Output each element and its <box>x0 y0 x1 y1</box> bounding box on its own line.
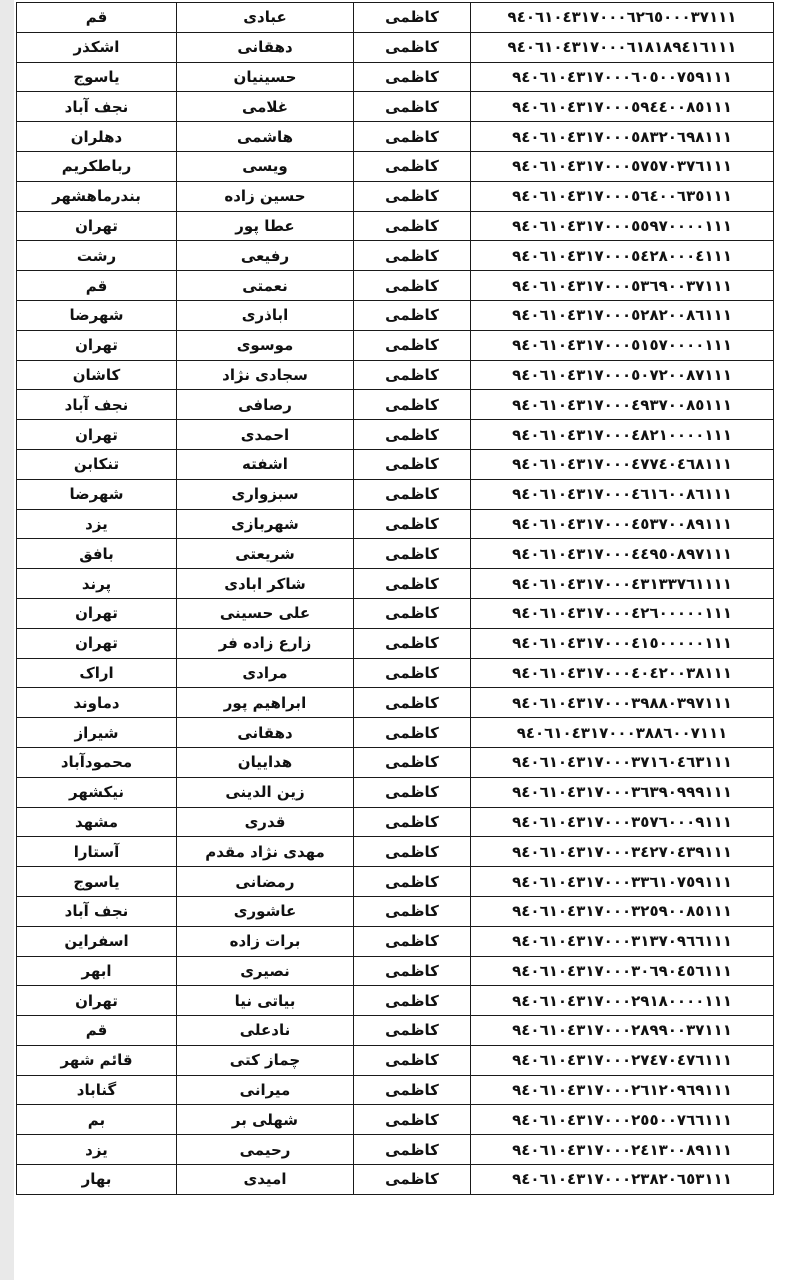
table-row <box>17 271 774 301</box>
account-code-cell: ۹٤۰٦۱۰٤۳۱۷۰۰۰۳٤۲۷۰٤۳۹۱۱۱ <box>471 837 774 867</box>
last-name-cell: زارع زاده فر <box>177 628 354 658</box>
table-row <box>17 926 774 956</box>
city-cell: قم <box>17 1016 177 1046</box>
account-code-cell: ۹٤۰٦۱۰٤۳۱۷۰۰۰۳۷۱٦۰٤٦۳۱۱۱ <box>471 747 774 777</box>
last-name-cell: شریعتی <box>177 539 354 569</box>
city-cell: دهلران <box>17 122 177 152</box>
city-cell: پرند <box>17 569 177 599</box>
last-name-cell: اشفته <box>177 449 354 479</box>
table-row <box>17 211 774 241</box>
account-code-cell: ۹٤۰٦۱۰٤۳۱۷۰۰۰٥۰۷۲۰۰۸۷۱۱۱ <box>471 360 774 390</box>
first-name-cell: کاظمی <box>354 390 471 420</box>
city-cell: رباطکریم <box>17 151 177 181</box>
last-name-cell: رصافی <box>177 390 354 420</box>
account-code-cell: ۹٤۰٦۱۰٤۳۱۷۰۰۰۲٥٥۰۰۷٦٦۱۱۱ <box>471 1105 774 1135</box>
last-name-cell: غلامی <box>177 92 354 122</box>
table-row <box>17 1045 774 1075</box>
table-row <box>17 1075 774 1105</box>
first-name-cell: کاظمی <box>354 718 471 748</box>
city-cell: قم <box>17 271 177 301</box>
account-code-cell: ۹٤۰٦۱۰٤۳۱۷۰۰۰۲٦۱۲۰۹٦۹۱۱۱ <box>471 1075 774 1105</box>
last-name-cell: زین الدینی <box>177 777 354 807</box>
account-code-cell: ۹٤۰٦۱۰٤۳۱۷۰۰۰٥٥۹۷۰۰۰۰۱۱۱ <box>471 211 774 241</box>
city-cell: رشت <box>17 241 177 271</box>
account-code-cell: ۹٤۰٦۱۰٤۳۱۷۰۰۰٦۰٥۰۰۷٥۹۱۱۱ <box>471 62 774 92</box>
last-name-cell: علی حسینی <box>177 598 354 628</box>
first-name-cell: کاظمی <box>354 926 471 956</box>
table-row <box>17 181 774 211</box>
last-name-cell: عاشوری <box>177 896 354 926</box>
account-code-cell: ۹٤۰٦۱۰٤۳۱۷۰۰۰٥۸۳۲۰٦۹۸۱۱۱ <box>471 122 774 152</box>
first-name-cell: کاظمی <box>354 1016 471 1046</box>
table-row <box>17 92 774 122</box>
account-code-cell: ۹٤۰٦۱۰٤۳۱۷۰۰۰٥٦٤۰۰٦۳٥۱۱۱ <box>471 181 774 211</box>
first-name-cell: کاظمی <box>354 747 471 777</box>
last-name-cell: دهقانی <box>177 718 354 748</box>
table-body <box>17 3 774 1195</box>
table-row <box>17 1105 774 1135</box>
city-cell: آستارا <box>17 837 177 867</box>
account-code-cell: ۹٤۰٦۱۰٤۳۱۷۰۰۰۳۲٥۹۰۰۸٥۱۱۱ <box>471 896 774 926</box>
account-code-cell: ۹٤۰٦۱۰٤۳۱۷۰۰۰٤٥۳۷۰۰۸۹۱۱۱ <box>471 509 774 539</box>
city-cell: یاسوج <box>17 867 177 897</box>
table-row <box>17 390 774 420</box>
first-name-cell: کاظمی <box>354 628 471 658</box>
city-cell: شهرضا <box>17 300 177 330</box>
account-code-cell: ۹٤۰٦۱۰٤۳۱۷۰۰۰۳۸۸٦۰۰۷۱۱۱ <box>471 718 774 748</box>
table-row <box>17 718 774 748</box>
account-code-cell: ۹٤۰٦۱۰٤۳۱۷۰۰۰٥۳٦۹۰۰۳۷۱۱۱ <box>471 271 774 301</box>
last-name-cell: شاکر ابادی <box>177 569 354 599</box>
table-row <box>17 896 774 926</box>
account-code-cell: ۹٤۰٦۱۰٤۳۱۷۰۰۰٤٤۹٥۰۸۹۷۱۱۱ <box>471 539 774 569</box>
account-code-cell: ۹٤۰٦۱۰٤۳۱۷۰۰۰٥٤۲۸۰۰۰٤۱۱۱ <box>471 241 774 271</box>
table-row <box>17 3 774 33</box>
city-cell: شیراز <box>17 718 177 748</box>
city-cell: ابهر <box>17 956 177 986</box>
account-code-cell: ۹٤۰٦۱۰٤۳۱۷۰۰۰۲۳۸۲۰٦٥۳۱۱۱ <box>471 1165 774 1195</box>
first-name-cell: کاظمی <box>354 867 471 897</box>
last-name-cell: حسینیان <box>177 62 354 92</box>
first-name-cell: کاظمی <box>354 896 471 926</box>
city-cell: شهرضا <box>17 479 177 509</box>
account-code-cell: ۹٤۰٦۱۰٤۳۱۷۰۰۰٦۲٦٥۰۰۰۳۷۱۱۱ <box>471 3 774 33</box>
city-cell: تهران <box>17 628 177 658</box>
last-name-cell: مهدی نژاد مقدم <box>177 837 354 867</box>
table-row <box>17 330 774 360</box>
city-cell: نیکشهر <box>17 777 177 807</box>
last-name-cell: امیدی <box>177 1165 354 1195</box>
city-cell: بم <box>17 1105 177 1135</box>
account-code-cell: ۹٤۰٦۱۰٤۳۱۷۰۰۰٤۲٦۰۰۰۰۰۱۱۱ <box>471 598 774 628</box>
first-name-cell: کاظمی <box>354 211 471 241</box>
city-cell: تهران <box>17 986 177 1016</box>
city-cell: یاسوج <box>17 62 177 92</box>
table-row <box>17 449 774 479</box>
first-name-cell: کاظمی <box>354 330 471 360</box>
first-name-cell: کاظمی <box>354 151 471 181</box>
city-cell: تهران <box>17 211 177 241</box>
account-code-cell: ۹٤۰٦۱۰٤۳۱۷۰۰۰٤۳۱۳۳۷٦۱۱۱۱ <box>471 569 774 599</box>
account-code-cell: ۹٤۰٦۱۰٤۳۱۷۰۰۰۲۷٤۷۰٤۷٦۱۱۱ <box>471 1045 774 1075</box>
account-code-cell: ۹٤۰٦۱۰٤۳۱۷۰۰۰٤۸۲۱۰۰۰۰۱۱۱ <box>471 420 774 450</box>
table-row <box>17 837 774 867</box>
first-name-cell: کاظمی <box>354 986 471 1016</box>
last-name-cell: قدری <box>177 807 354 837</box>
city-cell: تهران <box>17 598 177 628</box>
last-name-cell: موسوی <box>177 330 354 360</box>
table-row <box>17 628 774 658</box>
last-name-cell: اباذری <box>177 300 354 330</box>
table-row <box>17 867 774 897</box>
city-cell: نجف آباد <box>17 896 177 926</box>
city-cell: اسفراین <box>17 926 177 956</box>
account-code-cell: ۹٤۰٦۱۰٤۳۱۷۰۰۰۳۰٦۹۰٤٥٦۱۱۱ <box>471 956 774 986</box>
account-code-cell: ۹٤۰٦۱۰٤۳۱۷۰۰۰۳۳٦۱۰۷٥۹۱۱۱ <box>471 867 774 897</box>
first-name-cell: کاظمی <box>354 569 471 599</box>
table-row <box>17 956 774 986</box>
city-cell: گناباد <box>17 1075 177 1105</box>
table-row <box>17 1135 774 1165</box>
table-row <box>17 420 774 450</box>
first-name-cell: کاظمی <box>354 181 471 211</box>
first-name-cell: کاظمی <box>354 479 471 509</box>
last-name-cell: سجادی نژاد <box>177 360 354 390</box>
city-cell: نجف آباد <box>17 92 177 122</box>
first-name-cell: کاظمی <box>354 360 471 390</box>
table-row <box>17 479 774 509</box>
last-name-cell: رفیعی <box>177 241 354 271</box>
last-name-cell: ویسی <box>177 151 354 181</box>
table-row <box>17 747 774 777</box>
last-name-cell: نصیری <box>177 956 354 986</box>
account-code-cell: ۹٤۰٦۱۰٤۳۱۷۰۰۰٥۹٤٤۰۰۸٥۱۱۱ <box>471 92 774 122</box>
first-name-cell: کاظمی <box>354 956 471 986</box>
first-name-cell: کاظمی <box>354 777 471 807</box>
table-row <box>17 360 774 390</box>
first-name-cell: کاظمی <box>354 300 471 330</box>
account-code-cell: ۹٤۰٦۱۰٤۳۱۷۰۰۰٤۹۳۷۰۰۸٥۱۱۱ <box>471 390 774 420</box>
table-row <box>17 569 774 599</box>
table-row <box>17 986 774 1016</box>
city-cell: بندرماهشهر <box>17 181 177 211</box>
table-row <box>17 598 774 628</box>
first-name-cell: کاظمی <box>354 3 471 33</box>
account-code-cell: ۹٤۰٦۱۰٤۳۱۷۰۰۰٦۱۸۱۸۹٤۱٦۱۱۱ <box>471 32 774 62</box>
table-row <box>17 241 774 271</box>
city-cell: اراک <box>17 658 177 688</box>
last-name-cell: بیاتی نیا <box>177 986 354 1016</box>
account-code-cell: ۹٤۰٦۱۰٤۳۱۷۰۰۰٤۱٥۰۰۰۰۰۱۱۱ <box>471 628 774 658</box>
last-name-cell: چماز کتی <box>177 1045 354 1075</box>
city-cell: یزد <box>17 1135 177 1165</box>
table-row <box>17 62 774 92</box>
first-name-cell: کاظمی <box>354 1165 471 1195</box>
city-cell: نجف آباد <box>17 390 177 420</box>
last-name-cell: ابراهیم پور <box>177 688 354 718</box>
table-row <box>17 300 774 330</box>
city-cell: اشکذر <box>17 32 177 62</box>
city-cell: بافق <box>17 539 177 569</box>
city-cell: محمودآباد <box>17 747 177 777</box>
account-code-cell: ۹٤۰٦۱۰٤۳۱۷۰۰۰٤٦۱٦۰۰۸٦۱۱۱ <box>471 479 774 509</box>
first-name-cell: کاظمی <box>354 241 471 271</box>
account-code-cell: ۹٤۰٦۱۰٤۳۱۷۰۰۰٥۱٥۷۰۰۰۰۱۱۱ <box>471 330 774 360</box>
last-name-cell: هداییان <box>177 747 354 777</box>
table-row <box>17 32 774 62</box>
table-row <box>17 807 774 837</box>
first-name-cell: کاظمی <box>354 92 471 122</box>
table-row <box>17 658 774 688</box>
table-row <box>17 688 774 718</box>
table-row <box>17 122 774 152</box>
last-name-cell: میرانی <box>177 1075 354 1105</box>
last-name-cell: برات زاده <box>177 926 354 956</box>
first-name-cell: کاظمی <box>354 807 471 837</box>
first-name-cell: کاظمی <box>354 1075 471 1105</box>
account-code-cell: ۹٤۰٦۱۰٤۳۱۷۰۰۰۳۱۳۷۰۹٦٦۱۱۱ <box>471 926 774 956</box>
table-row <box>17 1016 774 1046</box>
first-name-cell: کاظمی <box>354 122 471 152</box>
last-name-cell: عطا پور <box>177 211 354 241</box>
last-name-cell: رحیمی <box>177 1135 354 1165</box>
first-name-cell: کاظمی <box>354 420 471 450</box>
account-code-cell: ۹٤۰٦۱۰٤۳۱۷۰۰۰۳٦۳۹۰۹۹۹۱۱۱ <box>471 777 774 807</box>
account-code-cell: ۹٤۰٦۱۰٤۳۱۷۰۰۰٥۷٥۷۰۳۷٦۱۱۱ <box>471 151 774 181</box>
first-name-cell: کاظمی <box>354 539 471 569</box>
table-row <box>17 539 774 569</box>
city-cell: یزد <box>17 509 177 539</box>
first-name-cell: کاظمی <box>354 1135 471 1165</box>
account-code-cell: ۹٤۰٦۱۰٤۳۱۷۰۰۰۳٥۷٦۰۰۰۹۱۱۱ <box>471 807 774 837</box>
last-name-cell: حسین زاده <box>177 181 354 211</box>
last-name-cell: مرادی <box>177 658 354 688</box>
first-name-cell: کاظمی <box>354 32 471 62</box>
last-name-cell: عبادی <box>177 3 354 33</box>
city-cell: تهران <box>17 330 177 360</box>
last-name-cell: هاشمی <box>177 122 354 152</box>
account-code-cell: ۹٤۰٦۱۰٤۳۱۷۰۰۰٤۷۷٤۰٤٦۸۱۱۱ <box>471 449 774 479</box>
city-cell: قم <box>17 3 177 33</box>
last-name-cell: شهلی بر <box>177 1105 354 1135</box>
city-cell: قائم شهر <box>17 1045 177 1075</box>
account-code-cell: ۹٤۰٦۱۰٤۳۱۷۰۰۰۲٤۱۳۰۰۸۹۱۱۱ <box>471 1135 774 1165</box>
account-code-cell: ۹٤۰٦۱۰٤۳۱۷۰۰۰٤۰٤۲۰۰۳۸۱۱۱ <box>471 658 774 688</box>
table-row <box>17 151 774 181</box>
last-name-cell: نعمتی <box>177 271 354 301</box>
first-name-cell: کاظمی <box>354 509 471 539</box>
table-row <box>17 1165 774 1195</box>
last-name-cell: نادعلی <box>177 1016 354 1046</box>
city-cell: مشهد <box>17 807 177 837</box>
account-code-cell: ۹٤۰٦۱۰٤۳۱۷۰۰۰۲۹۱۸۰۰۰۰۱۱۱ <box>471 986 774 1016</box>
first-name-cell: کاظمی <box>354 271 471 301</box>
first-name-cell: کاظمی <box>354 837 471 867</box>
city-cell: تهران <box>17 420 177 450</box>
city-cell: کاشان <box>17 360 177 390</box>
first-name-cell: کاظمی <box>354 1045 471 1075</box>
page-edge-strip <box>0 0 14 1280</box>
table-row <box>17 777 774 807</box>
account-code-cell: ۹٤۰٦۱۰٤۳۱۷۰۰۰۳۹۸۸۰۳۹۷۱۱۱ <box>471 688 774 718</box>
first-name-cell: کاظمی <box>354 1105 471 1135</box>
city-cell: تنکابن <box>17 449 177 479</box>
last-name-cell: احمدی <box>177 420 354 450</box>
first-name-cell: کاظمی <box>354 62 471 92</box>
account-code-cell: ۹٤۰٦۱۰٤۳۱۷۰۰۰٥۲۸۲۰۰۸٦۱۱۱ <box>471 300 774 330</box>
last-name-cell: دهقانی <box>177 32 354 62</box>
account-code-cell: ۹٤۰٦۱۰٤۳۱۷۰۰۰۲۸۹۹۰۰۳۷۱۱۱ <box>471 1016 774 1046</box>
data-table <box>16 2 774 1195</box>
first-name-cell: کاظمی <box>354 598 471 628</box>
first-name-cell: کاظمی <box>354 658 471 688</box>
table-row <box>17 509 774 539</box>
last-name-cell: رمضانی <box>177 867 354 897</box>
city-cell: دماوند <box>17 688 177 718</box>
first-name-cell: کاظمی <box>354 688 471 718</box>
city-cell: بهار <box>17 1165 177 1195</box>
first-name-cell: کاظمی <box>354 449 471 479</box>
last-name-cell: سبزواری <box>177 479 354 509</box>
last-name-cell: شهربازی <box>177 509 354 539</box>
